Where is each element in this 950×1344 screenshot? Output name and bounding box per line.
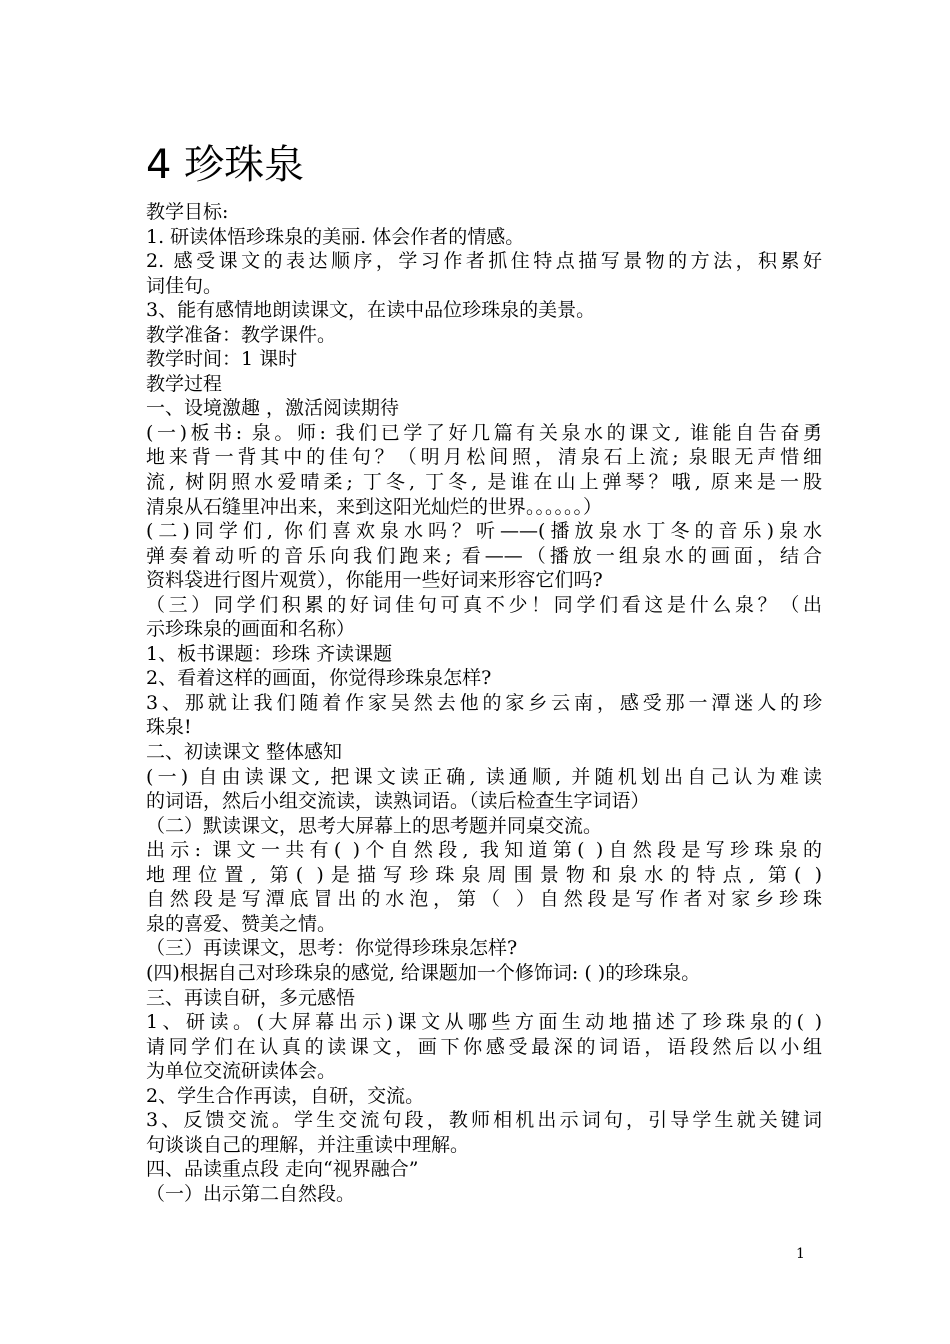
page-title: 4 珍珠泉 bbox=[146, 142, 305, 188]
text-line: (一)板书: 泉。师: 我们已学了好几篇有关泉水的课文, 谁能自告奋勇 bbox=[146, 421, 822, 444]
text-line: 流, 树阴照水爱晴柔; 丁冬, 丁冬, 是谁在山上弹琴？哦, 原来是一股 bbox=[146, 471, 822, 494]
text-line: 出示: 课文一共有( )个自然段, 我知道第( )自然段是写珍珠泉的 bbox=[146, 839, 822, 862]
text-line: 自然段是写潭底冒出的水泡，第（ ）自然段是写作者对家乡珍珠 bbox=[146, 888, 822, 911]
text-line: 珠泉! bbox=[146, 716, 192, 739]
page-number: 1 bbox=[796, 1246, 805, 1262]
text-line: 教学过程 bbox=[146, 372, 223, 395]
text-line: 示珍珠泉的画面和名称） bbox=[146, 618, 356, 641]
text-line: 三、再读自研，多元感悟 bbox=[146, 986, 356, 1009]
text-line: (四)根据自己对珍珠泉的感觉, 给课题加一个修饰词: ( )的珍珠泉。 bbox=[146, 961, 701, 984]
text-line: 1. 研读体悟珍珠泉的美丽. 体会作者的情感。 bbox=[146, 225, 525, 248]
text-line: （三）同学们积累的好词佳句可真不少！同学们看这是什么泉？（出 bbox=[146, 593, 822, 616]
text-line: 3、那就让我们随着作家吴然去他的家乡云南，感受那一潭迷人的珍 bbox=[146, 691, 822, 714]
text-line: 二、初读课文 整体感知 bbox=[146, 741, 343, 764]
text-line: 教学准备：教学课件。 bbox=[146, 323, 337, 346]
text-line: (一) 自由读课文, 把课文读正确, 读通顺, 并随机划出自己认为难读 bbox=[146, 765, 822, 788]
text-line: （三）再读课文，思考：你觉得珍珠泉怎样? bbox=[146, 937, 518, 960]
text-line: 地来背一背其中的佳句？（明月松间照，清泉石上流; 泉眼无声惜细 bbox=[146, 446, 822, 469]
text-line: 2. 感受课文的表达顺序，学习作者抓住特点描写景物的方法，积累好 bbox=[146, 250, 822, 273]
text-line: 句谈谈自己的理解，并注重读中理解。 bbox=[146, 1133, 470, 1156]
text-line: 3、反馈交流。学生交流句段，教师相机出示词句，引导学生就关键词 bbox=[146, 1109, 822, 1132]
text-line: （二）默读课文，思考大屏幕上的思考题并同桌交流。 bbox=[146, 814, 603, 837]
text-line: 清泉从石缝里冲出来，来到这阳光灿烂的世界。。。。。。） bbox=[146, 495, 603, 518]
text-line: 教学目标: bbox=[146, 201, 229, 223]
text-line: 请同学们在认真的读课文，画下你感受最深的词语，语段然后以小组 bbox=[146, 1035, 822, 1058]
text-line: （一）出示第二自然段。 bbox=[146, 1182, 356, 1205]
text-line: 的词语，然后小组交流读，读熟词语。（读后检查生字词语） bbox=[146, 790, 650, 813]
text-line: (二)同学们, 你们喜欢泉水吗？听——(播放泉水丁冬的音乐)泉水 bbox=[146, 520, 822, 543]
text-line: 3、能有感情地朗读课文，在读中品位珍珠泉的美景。 bbox=[146, 299, 596, 322]
text-line: 1、板书课题：珍珠 齐读课题 bbox=[146, 642, 393, 665]
text-line: 词佳句。 bbox=[146, 274, 223, 297]
text-line: 地理位置, 第( )是描写珍珠泉周围景物和泉水的特点, 第( ) bbox=[146, 863, 822, 886]
document-body bbox=[146, 200, 822, 1206]
text-line: 教学时间：1 课时 bbox=[146, 348, 298, 371]
text-line: 2、学生合作再读，自研，交流。 bbox=[146, 1084, 425, 1107]
text-line: 一、设境激趣 ，激活阅读期待 bbox=[146, 397, 400, 420]
text-line: 四、品读重点段 走向“视界融合” bbox=[146, 1158, 419, 1181]
text-line: 泉的喜爱、赞美之情。 bbox=[146, 912, 337, 935]
text-line: 资料袋进行图片观赏），你能用一些好词来形容它们吗? bbox=[146, 569, 603, 592]
text-line: 为单位交流研读体会。 bbox=[146, 1060, 337, 1083]
text-line: 2、看着这样的画面，你觉得珍珠泉怎样? bbox=[146, 667, 492, 690]
text-line: 1、研读。(大屏幕出示)课文从哪些方面生动地描述了珍珠泉的( ) bbox=[146, 1011, 822, 1034]
text-line: 弹奏着动听的音乐向我们跑来; 看——（播放一组泉水的画面，结合 bbox=[146, 544, 822, 567]
